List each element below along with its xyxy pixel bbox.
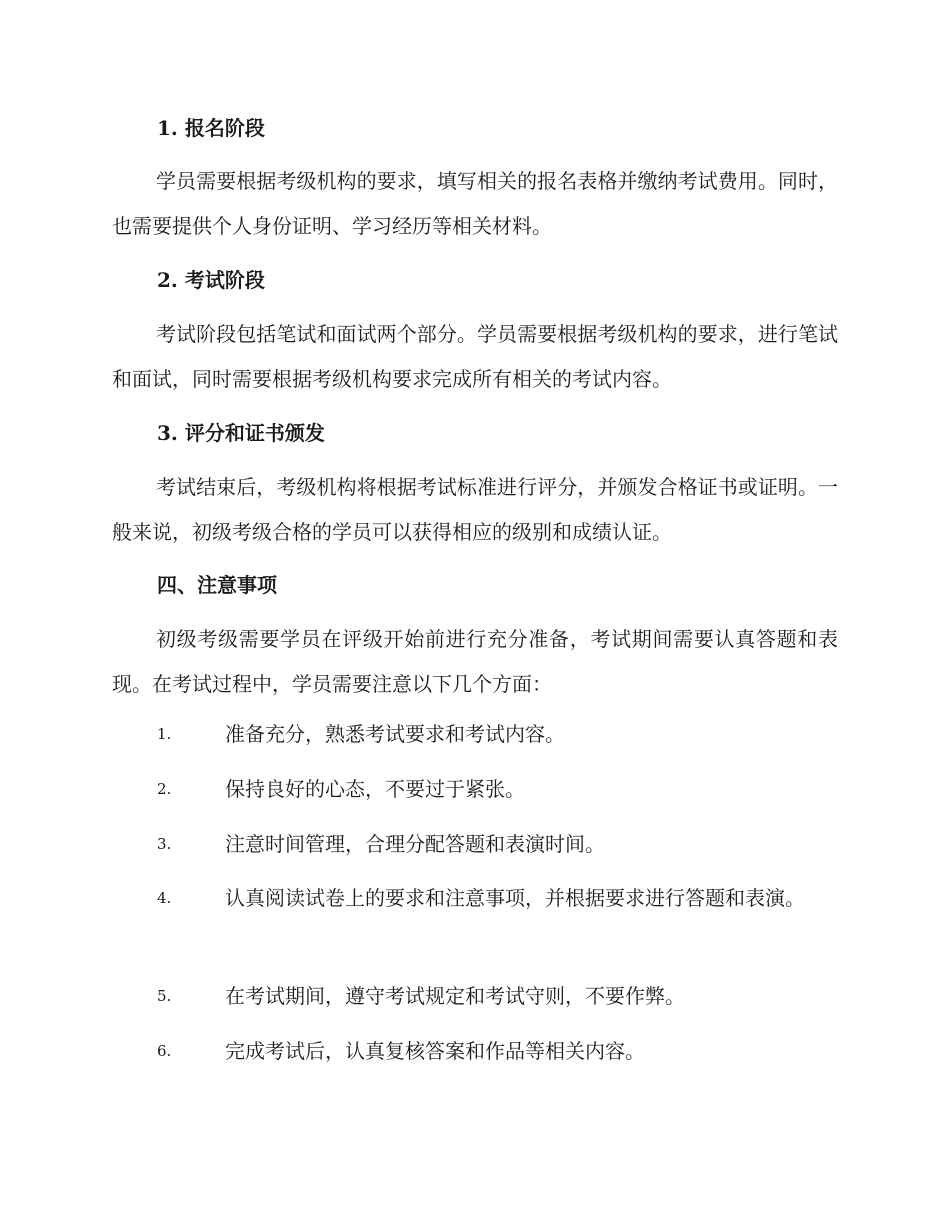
section-heading-exam: 2. 考试阶段 <box>157 268 265 292</box>
section-body-grading: 考试结束后，考级机构将根据考试标准进行评分，并颁发合格证书或证明。一般来说，初级考级合格的学员可以获得相应的级别和成绩认证。 <box>112 475 838 544</box>
list-text: 保持良好的心态，不要过于紧张。 <box>225 777 525 801</box>
list-text: 完成考试后，认真复核答案和作品等相关内容。 <box>225 1039 645 1063</box>
section-heading-grading: 3. 评分和证书颁发 <box>157 421 325 445</box>
section-body-registration: 学员需要根据考级机构的要求，填写相关的报名表格并缴纳考试费用。同时，也需要提供个人身份证明、学习经历等相关材料。 <box>112 169 838 238</box>
list-number: 6. <box>157 1042 172 1060</box>
list-item <box>112 822 838 867</box>
section-heading-registration: 1. 报名阶段 <box>157 116 265 140</box>
list-number: 5. <box>157 987 172 1005</box>
notes-intro: 初级考级需要学员在评级开始前进行充分准备，考试期间需要认真答题和表现。在考试过程中，学员需要注意以下几个方面： <box>112 627 838 696</box>
section-heading-notes: 四、注意事项 <box>157 573 277 597</box>
list-item <box>112 767 838 812</box>
list-number: 1. <box>157 725 172 743</box>
list-item <box>112 974 838 1019</box>
list-text: 认真阅读试卷上的要求和注意事项，并根据要求进行答题和表演。 <box>225 886 805 910</box>
list-item <box>112 1029 838 1074</box>
list-text: 在考试期间，遵守考试规定和考试守则，不要作弊。 <box>225 984 685 1008</box>
list-item <box>112 876 838 921</box>
list-number: 4. <box>157 889 172 907</box>
section-body-exam: 考试阶段包括笔试和面试两个部分。学员需要根据考级机构的要求，进行笔试和面试，同时需要根据考级机构要求完成所有相关的考试内容。 <box>112 322 838 391</box>
list-item <box>112 712 838 757</box>
list-number: 3. <box>157 835 172 853</box>
list-text: 准备充分，熟悉考试要求和考试内容。 <box>225 722 565 746</box>
list-number: 2. <box>157 780 172 798</box>
list-text: 注意时间管理，合理分配答题和表演时间。 <box>225 832 605 856</box>
